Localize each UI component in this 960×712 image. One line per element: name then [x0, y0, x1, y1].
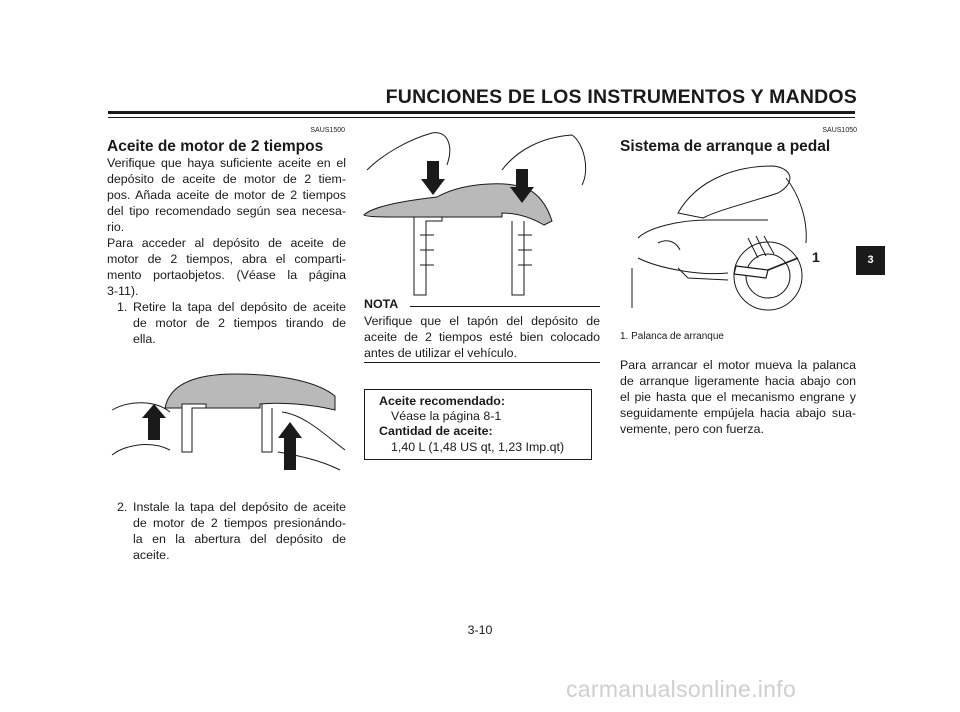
- section-code-kick: SAUS1050: [822, 127, 857, 134]
- text-line: Instale la tapa del depósito de aceite: [133, 500, 346, 514]
- text-line: depósito de aceite de motor de 2 tiem-: [107, 172, 346, 187]
- up-arrow-icon: [278, 422, 302, 470]
- chapter-tab: 3: [856, 246, 885, 275]
- spec-label-quantity: Cantidad de aceite:: [379, 424, 493, 439]
- step-1: [117, 299, 346, 347]
- header-rule-thick: [108, 111, 855, 114]
- oil-paragraph-1: [107, 155, 346, 235]
- cap-removal-illustration: [110, 360, 350, 475]
- text-line: rio.: [107, 220, 125, 235]
- text-line: Verifique que haya suficiente aceite en el: [107, 156, 346, 170]
- section-code-oil: SAUS1500: [310, 127, 345, 134]
- oil-paragraph-2: [107, 235, 346, 299]
- text-line: ella.: [133, 332, 156, 347]
- text-line: de motor de 2 tiempos presionándo-: [133, 516, 346, 531]
- callout-number: 1: [812, 249, 820, 265]
- nota-bottom-rule: [364, 362, 600, 363]
- page-number: 3-10: [467, 623, 493, 637]
- text-line: motor de 2 tiempos, abra el comparti-: [107, 252, 346, 267]
- text-line: aceite.: [133, 548, 170, 563]
- text-line: seguidamente empújela hacia abajo sua-: [620, 406, 856, 421]
- down-arrow-icon: [421, 161, 445, 195]
- nota-label: NOTA: [364, 297, 399, 311]
- text-line: del tipo recomendado según sea necesa-: [107, 204, 346, 219]
- text-line: antes de utilizar el vehículo.: [364, 346, 517, 361]
- cap-install-illustration: [362, 125, 597, 310]
- text-line: el pie hasta que el mecanismo engrane y: [620, 390, 856, 405]
- spec-label-recommended: Aceite recomendado:: [379, 394, 506, 408]
- kick-paragraph: [620, 357, 856, 437]
- spec-value-recommended: Véase la página 8-1: [391, 409, 502, 424]
- nota-text: [364, 313, 600, 361]
- kickstarter-illustration: [618, 158, 828, 318]
- section-title-oil: Aceite de motor de 2 tiempos: [107, 138, 324, 155]
- watermark: carmanualsonline.info: [566, 676, 797, 702]
- text-line: Retire la tapa del depósito de aceite: [133, 300, 346, 314]
- text-line: mento portaobjetos. (Véase la página: [107, 268, 346, 283]
- text-line: Verifique que el tapón del depósito de: [364, 314, 600, 328]
- step-2-number: 2.: [117, 500, 128, 514]
- text-line: 3-11).: [107, 284, 139, 299]
- text-line: de arranque ligeramente hacia abajo con: [620, 374, 856, 389]
- text-line: Para arrancar el motor mueva la palanca: [620, 358, 856, 372]
- section-title-kick: Sistema de arranque a pedal: [620, 138, 831, 155]
- nota-top-rule: [410, 306, 600, 307]
- up-arrow-icon: [142, 404, 166, 440]
- text-line: la en la abertura del depósito de: [133, 532, 346, 547]
- figure-caption: 1. Palanca de arranque: [620, 331, 724, 342]
- header-rule-thin: [108, 117, 855, 118]
- page-header-title: FUNCIONES DE LOS INSTRUMENTOS Y MANDOS: [385, 86, 857, 108]
- oil-spec-box: [364, 389, 592, 460]
- text-line: vemente, pero con fuerza.: [620, 422, 764, 437]
- step-2: [117, 499, 346, 563]
- step-1-number: 1.: [117, 300, 128, 314]
- text-line: de motor de 2 tiempos tirando de: [133, 316, 346, 331]
- text-line: Para acceder al depósito de aceite de: [107, 236, 346, 250]
- spec-value-quantity: 1,40 L (1,48 US qt, 1,23 Imp.qt): [391, 439, 565, 454]
- text-line: aceite de 2 tiempos esté bien colocado: [364, 330, 600, 345]
- text-line: pos. Añada aceite de motor de 2 tiempos: [107, 188, 346, 203]
